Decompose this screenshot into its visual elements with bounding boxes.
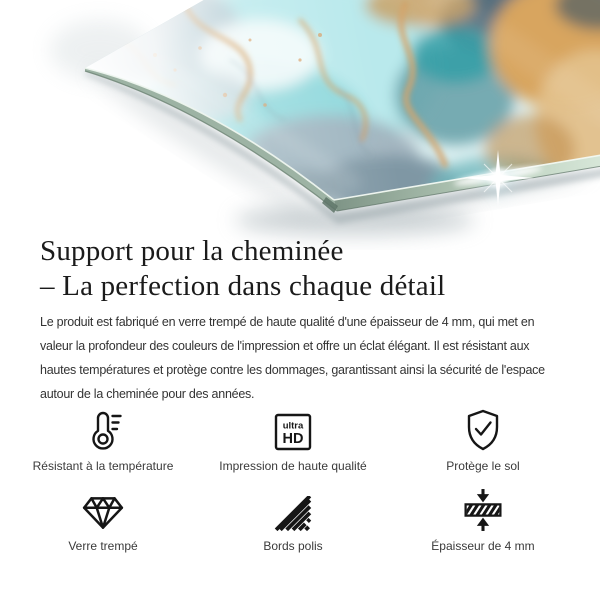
ultra-hd-badge-bottom: HD xyxy=(282,431,304,447)
feature-thickness xyxy=(388,486,578,566)
feature-polished-edges xyxy=(198,486,388,566)
thickness-press-icon xyxy=(462,486,504,532)
feature-label: Protège le sol xyxy=(446,459,520,473)
feature-tempered-glass xyxy=(8,486,198,566)
feature-label: Résistant à la température xyxy=(32,459,174,473)
feature-floor-protection xyxy=(388,406,578,486)
shield-check-icon xyxy=(461,406,505,452)
features-grid xyxy=(8,406,578,566)
description-line: Le produit est fabriqué en verre trempé de haute qualité d'une épaisseur de 4 mm, qui met en xyxy=(40,315,535,329)
description-line: hautes températures et protège contre les dommages, garantissant ainsi la sécurité de l'espace xyxy=(40,363,545,377)
page-title xyxy=(40,234,580,304)
title-line-2: – La perfection dans chaque détail xyxy=(40,270,446,302)
diamond-icon xyxy=(81,486,125,532)
description-line: autour de la cheminée pour des années. xyxy=(40,387,255,401)
ultra-hd-icon xyxy=(273,406,313,452)
feature-label: Épaisseur de 4 mm xyxy=(431,539,535,553)
polished-edges-icon xyxy=(274,486,312,532)
product-description xyxy=(40,310,580,406)
feature-temperature xyxy=(8,406,198,486)
title-line-1: Support pour la cheminée xyxy=(40,235,344,267)
description-line: valeur la profondeur des couleurs de l'impression et offre un éclat élégant. Il est résistant aux xyxy=(40,339,530,353)
feature-print-quality xyxy=(198,406,388,486)
thermometer-icon xyxy=(81,406,125,452)
feature-label: Verre trempé xyxy=(68,539,138,553)
feature-label: Impression de haute qualité xyxy=(219,459,367,473)
feature-label: Bords polis xyxy=(263,539,323,553)
ultra-hd-badge-top: ultra xyxy=(282,420,304,432)
